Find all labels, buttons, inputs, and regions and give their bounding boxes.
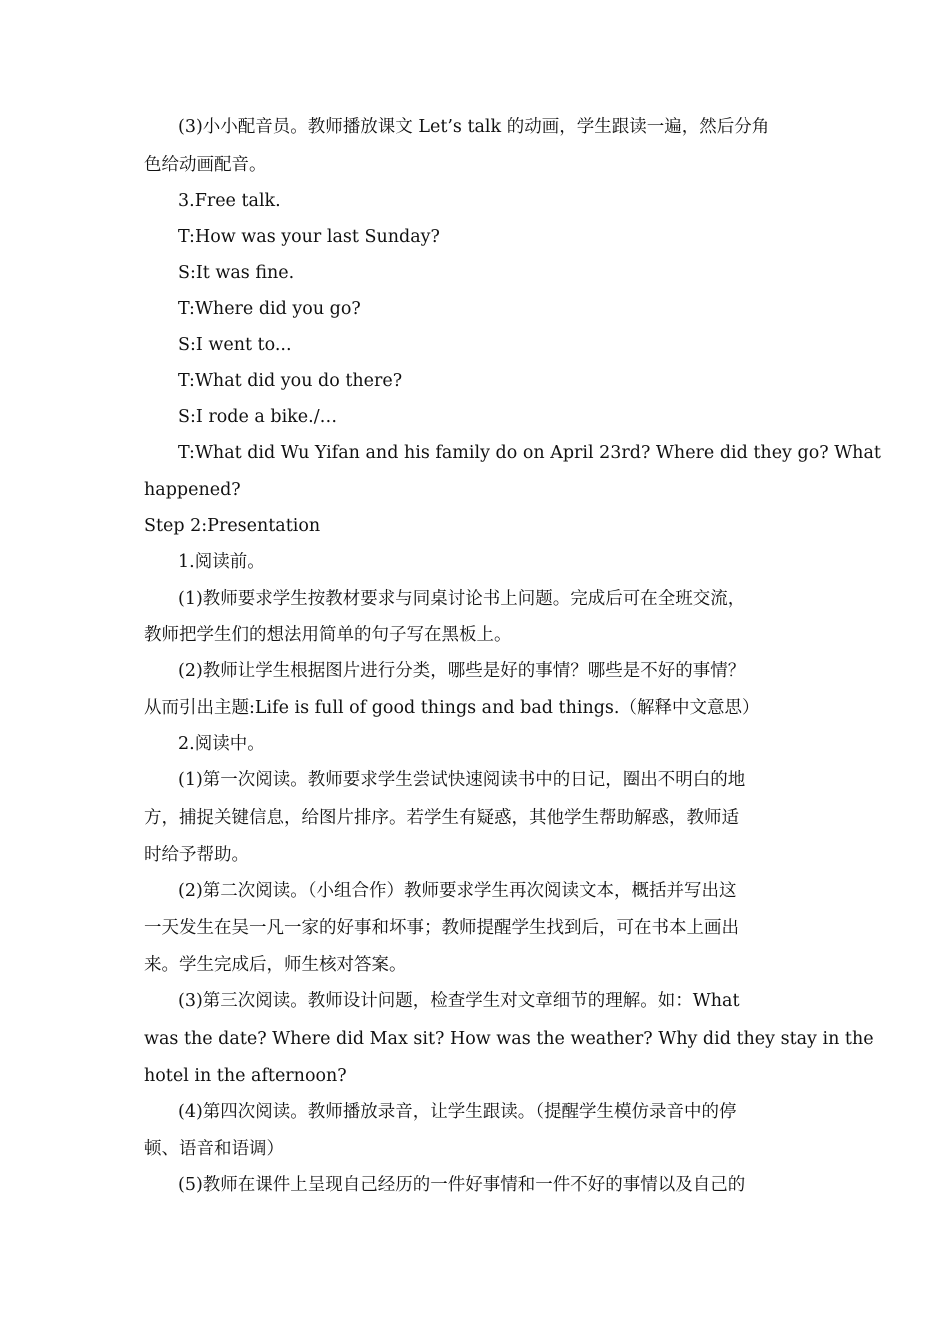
text-line: 3.Free talk. (178, 191, 281, 211)
text-line: (2)第二次阅读。（小组合作）教师要求学生再次阅读文本，概括并写出这 (178, 881, 737, 901)
text-line: S:I went to... (178, 335, 292, 355)
text-line: 色给动画配音。 (144, 155, 267, 175)
text-line: (4)第四次阅读。教师播放录音，让学生跟读。（提醒学生模仿录音中的停 (178, 1102, 737, 1122)
text-line: T:Where did you go? (178, 299, 361, 319)
text-line: (1)教师要求学生按教材要求与同桌讨论书上问题。完成后可在全班交流， (178, 589, 746, 609)
text-line: (2)教师让学生根据图片进行分类，哪些是好的事情？哪些是不好的事情？ (178, 661, 746, 681)
text-line: hotel in the afternoon? (144, 1066, 347, 1086)
text-line: 顿、语音和语调） (144, 1139, 284, 1159)
text-line: 一天发生在吴一凡一家的好事和坏事；教师提醒学生找到后，可在书本上画出 (144, 918, 739, 938)
text-line: 来。学生完成后，师生核对答案。 (144, 955, 407, 975)
text-line: 2.阅读中。 (178, 734, 265, 754)
text-line: 方，捕捉关键信息，给图片排序。若学生有疑惑，其他学生帮助解惑，教师适 (144, 808, 739, 828)
section-heading: Step 2:Presentation (144, 516, 321, 536)
text-line: 时给予帮助。 (144, 845, 249, 865)
text-line: S:I rode a bike./… (178, 407, 338, 427)
text-line: S:It was fine. (178, 263, 295, 283)
text-line: T:What did you do there? (178, 371, 403, 391)
text-line: happened? (144, 480, 241, 500)
text-line: 教师把学生们的想法用简单的句子写在黑板上。 (144, 625, 512, 645)
text-line: (1)第一次阅读。教师要求学生尝试快速阅读书中的日记，圈出不明白的地 (178, 770, 746, 790)
text-line: (3)第三次阅读。教师设计问题，检查学生对文章细节的理解。如：What (178, 991, 740, 1011)
text-line: T:What did Wu Yifan and his family do on April 23rd? Where did they go? What (178, 443, 881, 463)
text-line: 从而引出主题:Life is full of good things and bad things.（解释中文意思） (144, 698, 760, 718)
text-line: was the date? Where did Max sit? How was the weather? Why did they stay in the (144, 1029, 874, 1049)
text-line: (5)教师在课件上呈现自己经历的一件好事情和一件不好的事情以及自己的 (178, 1175, 746, 1195)
text-line: 1.阅读前。 (178, 552, 265, 572)
text-line: (3)小小配音员。教师播放课文 Let’s talk 的动画，学生跟读一遍，然后分角 (178, 117, 770, 137)
text-line: T:How was your last Sunday? (178, 227, 440, 247)
